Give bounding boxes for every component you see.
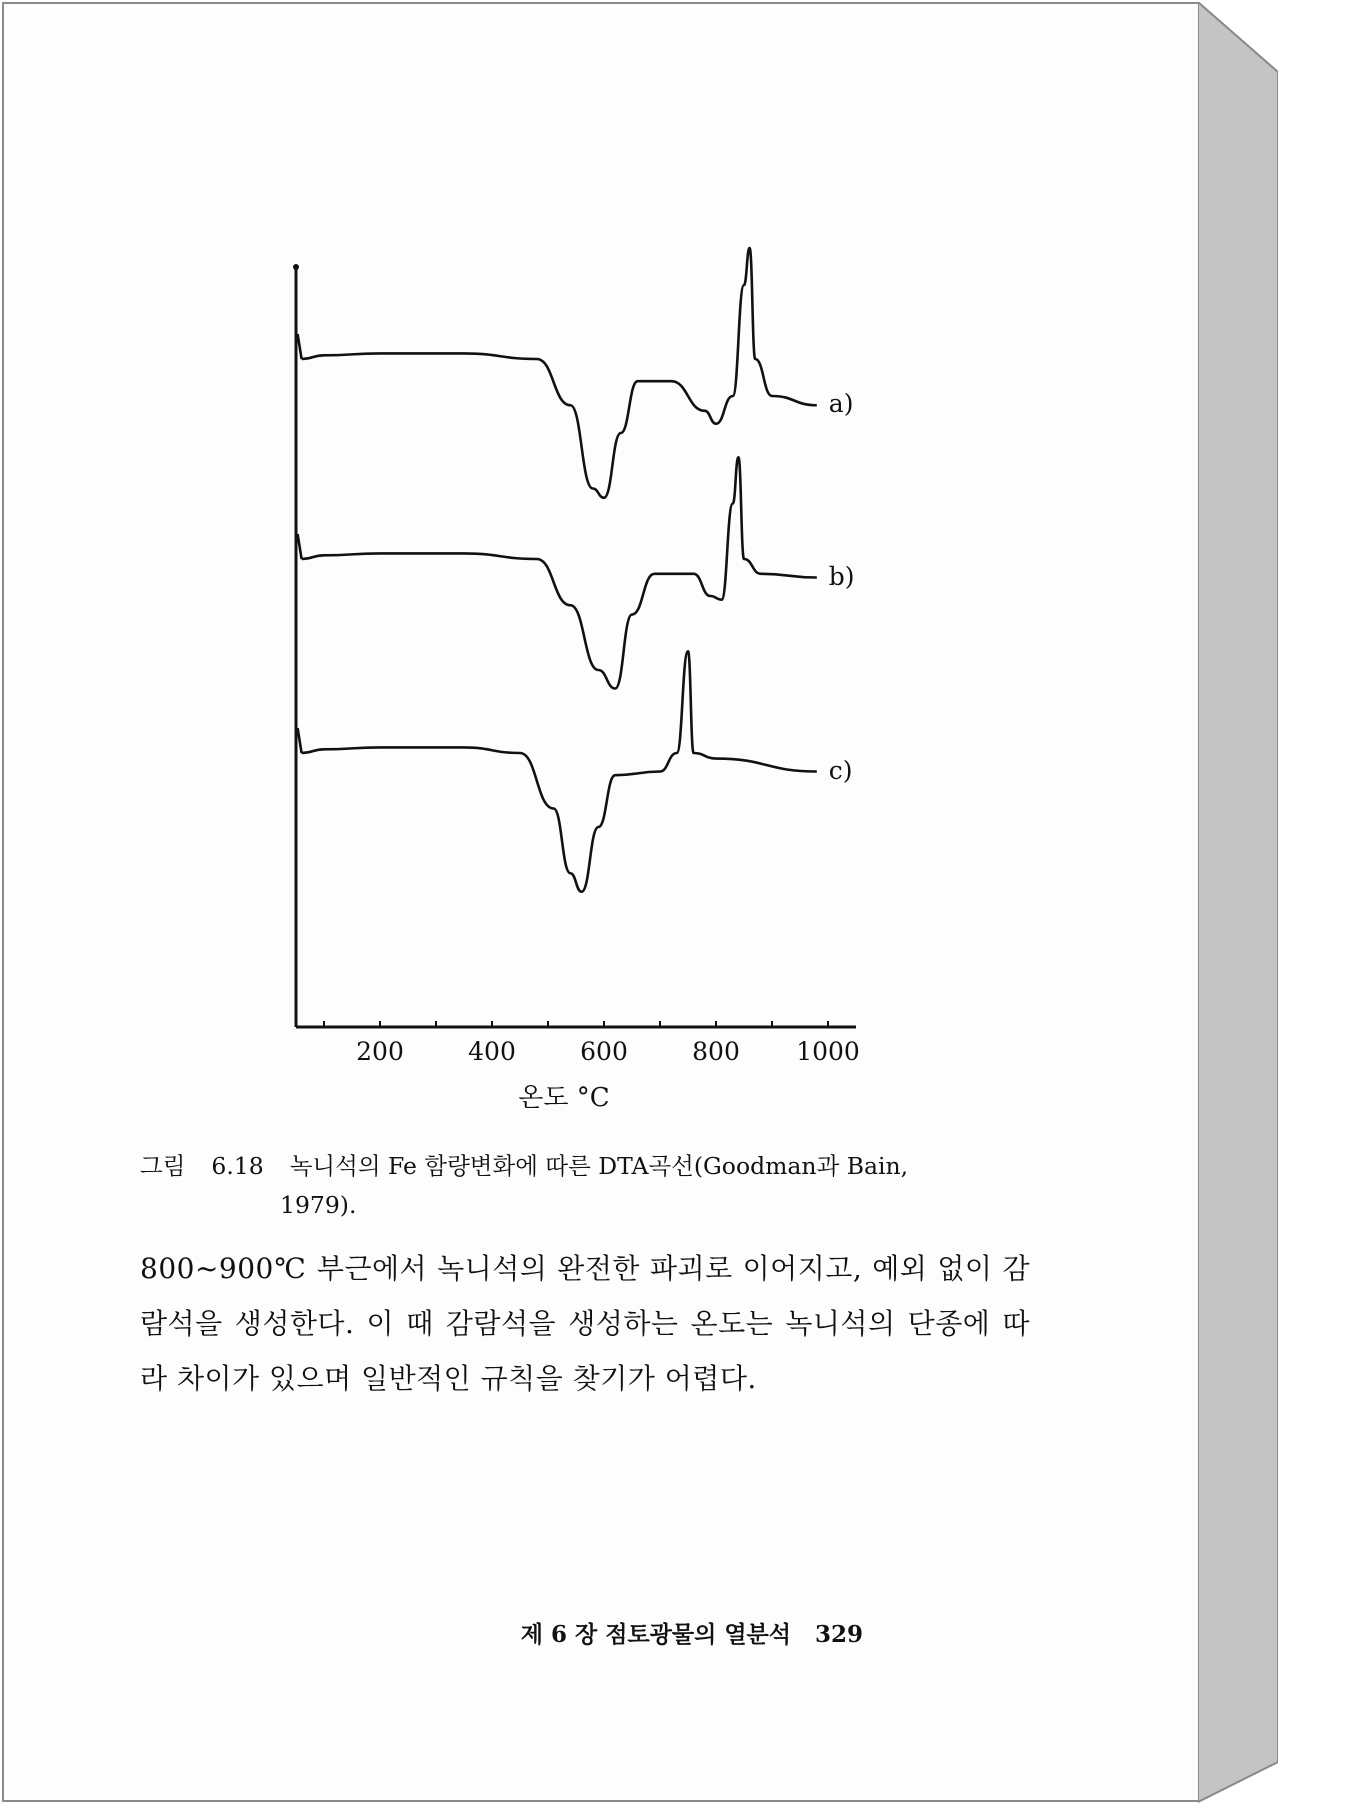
- dta-curve-start-b: [298, 534, 302, 559]
- x-tick-label: 200: [356, 1037, 404, 1066]
- book-edge: [1198, 2, 1278, 1804]
- dta-curve-b: [302, 457, 817, 688]
- curve-label-b: b): [828, 561, 855, 591]
- figure-caption: [140, 1147, 1026, 1225]
- dta-figure: [274, 259, 894, 1119]
- dta-curve-start-a: [298, 334, 302, 359]
- chapter-title: 제 6 장 점토광물의 열분석: [520, 1621, 791, 1648]
- curve-label-a: a): [828, 389, 854, 419]
- dta-curve-start-c: [298, 728, 302, 753]
- x-axis-title: 온도 °C: [518, 1083, 610, 1113]
- x-tick-label: 800: [692, 1037, 740, 1066]
- page-number: 329: [814, 1621, 863, 1648]
- dta-chart: [274, 259, 894, 1119]
- caption-text: 녹니석의 Fe 함량변화에 따른 DTA곡선(Goodman과 Bain,: [289, 1152, 909, 1180]
- caption-number: 6.18: [211, 1152, 264, 1180]
- body-paragraph: 800~900℃ 부근에서 녹니석의 완전한 파괴로 이어지고, 예외 없이 감람석을 생성한다. 이 때 감람석을 생성하는 온도는 녹니석의 단종에 따라 차이가 있으며 일반적인 규칙을 찾기가 어렵다.: [140, 1252, 1030, 1395]
- x-tick-label: 400: [468, 1037, 516, 1066]
- curve-label-c: c): [828, 755, 853, 785]
- x-tick-label: 600: [580, 1037, 628, 1066]
- caption-continuation: 1979).: [280, 1191, 357, 1219]
- dta-curve-c: [302, 651, 817, 892]
- x-tick-label: 1000: [796, 1037, 860, 1066]
- book-page: [2, 2, 1198, 1802]
- y-axis-cap: [293, 264, 299, 270]
- caption-label: 그림: [140, 1152, 186, 1180]
- running-footer: [521, 1616, 863, 1649]
